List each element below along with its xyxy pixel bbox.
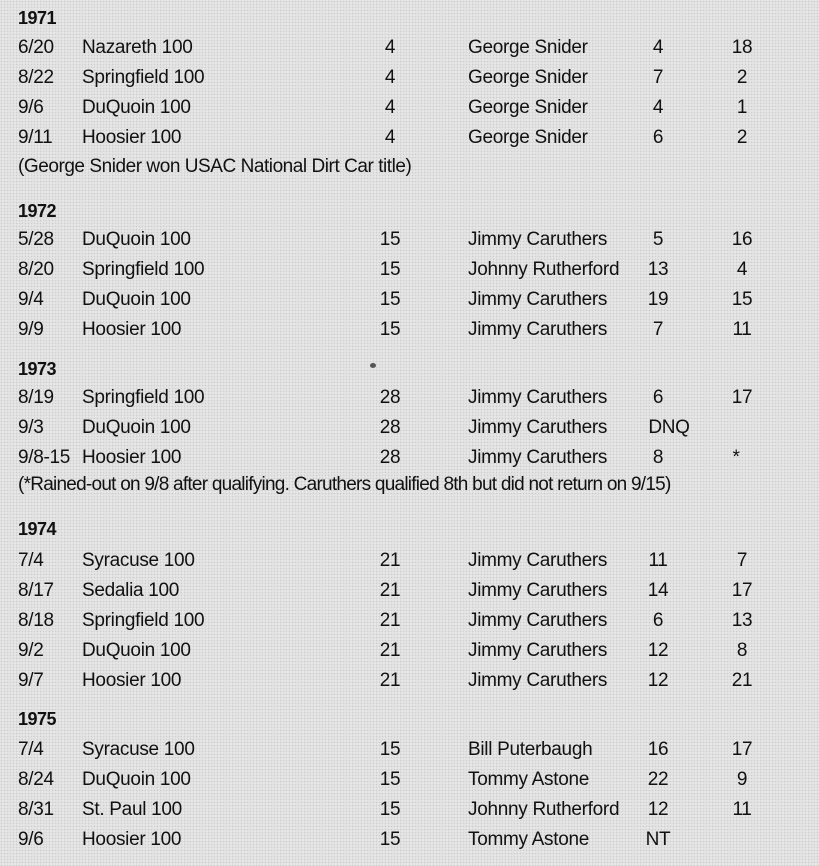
race-name: DuQuoin 100 bbox=[82, 417, 191, 438]
finish-position: 18 bbox=[731, 37, 753, 58]
start-position: 19 bbox=[647, 289, 669, 310]
finish-position: 4 bbox=[736, 259, 748, 280]
race-date: 8/24 bbox=[18, 769, 54, 790]
race-date: 7/4 bbox=[18, 550, 44, 571]
car-number: 4 bbox=[384, 37, 396, 58]
race-name: St. Paul 100 bbox=[82, 799, 182, 820]
car-number: 15 bbox=[379, 259, 401, 280]
start-position: 12 bbox=[647, 799, 669, 820]
race-date: 9/3 bbox=[18, 417, 44, 438]
driver-name: Jimmy Caruthers bbox=[468, 610, 608, 631]
season-year: 1971 bbox=[18, 8, 57, 28]
car-number: 28 bbox=[379, 447, 401, 468]
car-number: 21 bbox=[379, 610, 401, 631]
race-row bbox=[0, 33, 819, 63]
finish-position: 15 bbox=[731, 289, 753, 310]
race-name: DuQuoin 100 bbox=[82, 769, 191, 790]
finish-position: 8 bbox=[736, 640, 748, 661]
start-position: 22 bbox=[647, 769, 669, 790]
season-note: (*Rained-out on 9/8 after qualifying. Caruthers qualified 8th but did not return on 9/15) bbox=[18, 474, 671, 495]
driver-name: George Snider bbox=[468, 67, 588, 88]
finish-position: 7 bbox=[736, 550, 748, 571]
race-name: Hoosier 100 bbox=[82, 319, 182, 340]
finish-position: * bbox=[732, 447, 740, 468]
race-row bbox=[0, 576, 819, 606]
race-row bbox=[0, 123, 819, 153]
race-row bbox=[0, 93, 819, 123]
race-date: 9/7 bbox=[18, 670, 44, 691]
race-name: DuQuoin 100 bbox=[82, 640, 191, 661]
race-date: 6/20 bbox=[18, 37, 54, 58]
race-date: 9/6 bbox=[18, 97, 44, 118]
race-row bbox=[0, 636, 819, 666]
race-date: 8/18 bbox=[18, 610, 54, 631]
race-name: Syracuse 100 bbox=[82, 550, 195, 571]
race-date: 8/22 bbox=[18, 67, 54, 88]
driver-name: Bill Puterbaugh bbox=[468, 739, 593, 760]
race-row bbox=[0, 765, 819, 795]
start-position: 4 bbox=[652, 37, 664, 58]
race-name: DuQuoin 100 bbox=[82, 229, 191, 250]
start-position: 14 bbox=[647, 580, 669, 601]
driver-name: Jimmy Caruthers bbox=[468, 319, 608, 340]
car-number: 15 bbox=[379, 799, 401, 820]
race-row bbox=[0, 225, 819, 255]
race-name: Springfield 100 bbox=[82, 387, 205, 408]
car-number: 15 bbox=[379, 739, 401, 760]
finish-position: 13 bbox=[731, 610, 753, 631]
race-name: Syracuse 100 bbox=[82, 739, 195, 760]
race-name: Nazareth 100 bbox=[82, 37, 193, 58]
race-date: 8/31 bbox=[18, 799, 54, 820]
finish-position: 17 bbox=[731, 580, 753, 601]
race-row bbox=[0, 666, 819, 696]
race-row bbox=[0, 315, 819, 345]
finish-position: 11 bbox=[732, 799, 752, 820]
finish-position: 9 bbox=[736, 769, 748, 790]
finish-position: 16 bbox=[731, 229, 753, 250]
race-row bbox=[0, 795, 819, 825]
start-position: 6 bbox=[652, 610, 664, 631]
start-position: 13 bbox=[647, 259, 669, 280]
start-position: 7 bbox=[652, 319, 664, 340]
finish-position: 11 bbox=[732, 319, 752, 340]
race-row bbox=[0, 735, 819, 765]
car-number: 4 bbox=[384, 97, 396, 118]
race-name: Sedalia 100 bbox=[82, 580, 180, 601]
car-number: 28 bbox=[379, 387, 401, 408]
finish-position: 2 bbox=[736, 127, 748, 148]
race-date: 8/19 bbox=[18, 387, 54, 408]
start-position: 6 bbox=[652, 387, 664, 408]
driver-name: Jimmy Caruthers bbox=[468, 550, 608, 571]
start-position: 12 bbox=[647, 670, 669, 691]
start-position: 6 bbox=[652, 127, 664, 148]
race-date: 9/11 bbox=[18, 127, 53, 148]
start-position: NT bbox=[645, 829, 671, 850]
driver-name: Johnny Rutherford bbox=[468, 259, 620, 280]
car-number: 15 bbox=[379, 319, 401, 340]
finish-position: 2 bbox=[736, 67, 748, 88]
race-name: Springfield 100 bbox=[82, 610, 205, 631]
race-date: 9/4 bbox=[18, 289, 44, 310]
finish-position: 17 bbox=[731, 387, 753, 408]
race-name: Hoosier 100 bbox=[82, 670, 182, 691]
driver-name: Jimmy Caruthers bbox=[468, 289, 608, 310]
driver-name: George Snider bbox=[468, 37, 588, 58]
car-number: 4 bbox=[384, 127, 396, 148]
race-date: 9/6 bbox=[18, 829, 44, 850]
car-number: 21 bbox=[379, 640, 401, 661]
race-row bbox=[0, 443, 819, 473]
start-position: 8 bbox=[652, 447, 664, 468]
car-number: 21 bbox=[379, 580, 401, 601]
start-position: 11 bbox=[648, 550, 668, 571]
race-date: 5/28 bbox=[18, 229, 54, 250]
season-year: 1974 bbox=[18, 519, 57, 539]
start-position: 4 bbox=[652, 97, 664, 118]
race-name: Springfield 100 bbox=[82, 259, 205, 280]
car-number: 21 bbox=[379, 550, 401, 571]
season-note: (George Snider won USAC National Dirt Car title) bbox=[18, 156, 412, 177]
car-number: 15 bbox=[379, 229, 401, 250]
driver-name: Jimmy Caruthers bbox=[468, 670, 608, 691]
race-date: 9/2 bbox=[18, 640, 44, 661]
race-date: 9/9 bbox=[18, 319, 44, 340]
finish-position: 21 bbox=[731, 670, 753, 691]
driver-name: Jimmy Caruthers bbox=[468, 640, 608, 661]
driver-name: Johnny Rutherford bbox=[468, 799, 620, 820]
driver-name: Tommy Astone bbox=[468, 829, 590, 850]
finish-position: 17 bbox=[731, 739, 753, 760]
race-date: 8/17 bbox=[18, 580, 54, 601]
driver-name: George Snider bbox=[468, 97, 588, 118]
driver-name: Jimmy Caruthers bbox=[468, 580, 608, 601]
race-row bbox=[0, 413, 819, 443]
race-row bbox=[0, 825, 819, 855]
print-speck bbox=[370, 363, 376, 368]
start-position: 5 bbox=[652, 229, 664, 250]
season-year: 1973 bbox=[18, 359, 57, 379]
driver-name: Jimmy Caruthers bbox=[468, 447, 608, 468]
car-number: 15 bbox=[379, 829, 401, 850]
season-year: 1975 bbox=[18, 709, 57, 729]
race-name: DuQuoin 100 bbox=[82, 289, 191, 310]
race-row bbox=[0, 606, 819, 636]
start-position: 16 bbox=[647, 739, 669, 760]
race-date: 7/4 bbox=[18, 739, 44, 760]
driver-name: George Snider bbox=[468, 127, 588, 148]
driver-name: Jimmy Caruthers bbox=[468, 417, 608, 438]
driver-name: Tommy Astone bbox=[468, 769, 590, 790]
driver-name: Jimmy Caruthers bbox=[468, 229, 608, 250]
race-name: Hoosier 100 bbox=[82, 127, 182, 148]
driver-name: Jimmy Caruthers bbox=[468, 387, 608, 408]
race-row bbox=[0, 383, 819, 413]
car-number: 28 bbox=[379, 417, 401, 438]
season-year: 1972 bbox=[18, 201, 57, 221]
car-number: 15 bbox=[379, 769, 401, 790]
start-position: 12 bbox=[647, 640, 669, 661]
race-name: Springfield 100 bbox=[82, 67, 205, 88]
race-row bbox=[0, 63, 819, 93]
race-name: DuQuoin 100 bbox=[82, 97, 191, 118]
race-row bbox=[0, 255, 819, 285]
race-name: Hoosier 100 bbox=[82, 447, 182, 468]
race-row bbox=[0, 285, 819, 315]
race-date: 9/8-15 bbox=[18, 447, 71, 468]
car-number: 15 bbox=[379, 289, 401, 310]
race-date: 8/20 bbox=[18, 259, 54, 280]
car-number: 4 bbox=[384, 67, 396, 88]
car-number: 21 bbox=[379, 670, 401, 691]
race-row bbox=[0, 546, 819, 576]
start-position: 7 bbox=[652, 67, 664, 88]
finish-position: 1 bbox=[736, 97, 748, 118]
race-name: Hoosier 100 bbox=[82, 829, 182, 850]
start-position: DNQ bbox=[648, 417, 690, 438]
